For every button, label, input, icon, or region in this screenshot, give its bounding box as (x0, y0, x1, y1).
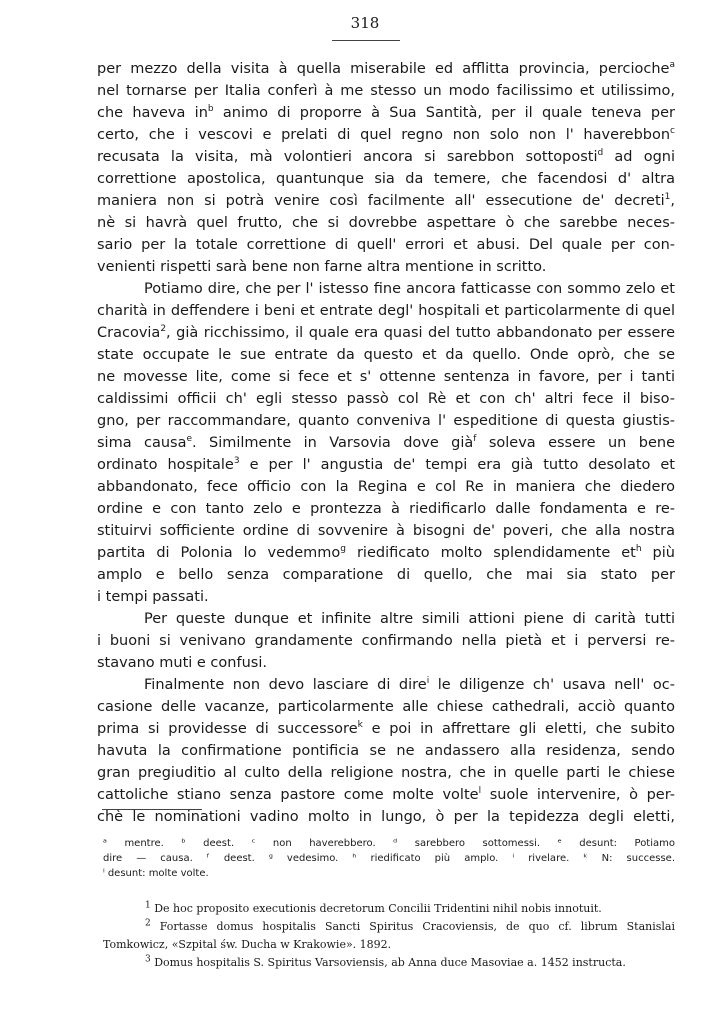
text-line (97, 212, 675, 234)
text-run: amplo e bello senza comparatione di quello, che mai sia stato per (97, 567, 675, 583)
text-line (97, 454, 675, 476)
footnote-marker: e (186, 434, 193, 445)
footnote-marker: 2 (160, 324, 167, 335)
footnote (103, 918, 675, 936)
text-run: Finalmente non devo lasciare di dire (144, 677, 427, 693)
text-line (97, 234, 675, 256)
page-number: 318 (350, 14, 380, 32)
text-line (97, 190, 675, 212)
text-line (97, 498, 675, 520)
text-run: i buoni si venivano grandamente confirmando nella pietà et i perversi re- (97, 633, 675, 649)
variant-line: dire — causa. ᶠ deest. ᵍ vedesimo. ʰ riedificato più amplo. ⁱ rivelare. ᵏ N: successe. (103, 853, 675, 864)
footnote-marker: l (478, 786, 482, 797)
text-line (97, 740, 675, 762)
text-run: gran pregiuditio al culto della religione nostra, che in quelle parti le chiese (97, 765, 675, 781)
footnote-marker: i (426, 676, 430, 687)
text-run: , (670, 193, 675, 209)
text-run: riedificato molto splendidamente et (345, 545, 636, 561)
footnote-number: 1 (145, 900, 151, 911)
text-run: che haveva in (97, 105, 208, 121)
text-run: maniera non si potrà venire così facilmente all' essecutione de' decreti (97, 193, 665, 209)
footnote-marker: b (207, 104, 214, 115)
textual-variants (103, 836, 675, 881)
text-line (97, 784, 675, 806)
text-run: animo di proporre à Sua Santità, per il quale teneva per (213, 105, 675, 121)
text-run: Potiamo dire, che per l' istesso fine ancora fatticasse con sommo zelo et (144, 281, 675, 297)
footnotes (103, 900, 675, 972)
text-run: certo, che i vescovi e prelati di quel regno non solo non l' haverebbon (97, 127, 671, 143)
footnote-separator (102, 809, 202, 810)
footnote-marker: c (670, 126, 675, 137)
footnote-marker: g (340, 544, 346, 555)
text-line (97, 278, 675, 300)
text-run: gno, per raccommandare, quanto conveniva l' espeditione di questa giustis- (97, 413, 675, 429)
text-run: nè si havrà quel frutto, che si dovrebbe aspettare ò che sarebbe neces- (97, 215, 675, 231)
text-line (97, 608, 675, 630)
footnote-number: 3 (145, 954, 151, 965)
text-run: ne movesse lite, come si fece et s' ottenne sentenza in favore, per i tanti (97, 369, 675, 385)
text-run: caldissimi officii ch' egli stesso passò col Rè et con ch' altri fece il biso- (97, 391, 675, 407)
text-run: chè le nominationi vadino molto in lungo, ò per la tepidezza degli eletti, (97, 809, 675, 825)
text-line (97, 564, 675, 586)
text-line (97, 652, 675, 674)
text-run: abbandonato, fece officio con la Regina e col Re in maniera che diedero (97, 479, 675, 495)
text-run: e poi in affrettare gli eletti, che subito (362, 721, 675, 737)
text-run: cattoliche stiano senza pastore come molte volte (97, 787, 479, 803)
footnote (103, 936, 675, 954)
footnote-text: Tomkowicz, «Szpital św. Ducha w Krakowie». 1892. (103, 938, 392, 951)
footnote-marker: f (473, 434, 477, 445)
text-line (97, 366, 675, 388)
text-line (97, 168, 675, 190)
text-run: havuta la confirmatione pontificia se ne andassero alla residenza, sendo (97, 743, 675, 759)
variant-line: ᵃ mentre. ᵇ deest. ᶜ non haverebbero. ᵈ sarebbero sottomessi. ᵉ desunt: Potiamo (103, 838, 675, 849)
text-run: casione delle vacanze, particolarmente alle chiese cathedrali, acciò quanto (97, 699, 675, 715)
text-run: recusata la visita, mà volontieri ancora si sarebbon sottoposti (97, 149, 598, 165)
footnote-number: 2 (145, 918, 151, 929)
text-line (97, 388, 675, 410)
variant-line: ˡ desunt: molte volte. (103, 868, 209, 879)
text-line (97, 762, 675, 784)
text-line (97, 630, 675, 652)
text-line (97, 696, 675, 718)
text-line (97, 322, 675, 344)
text-line (97, 102, 675, 124)
main-text (97, 58, 675, 828)
text-run: i tempi passati. (97, 589, 209, 605)
text-run: sario per la totale correttione di quell' errori et abusi. Del quale per con- (97, 237, 675, 253)
footnote (103, 954, 675, 972)
footnote-marker: 1 (664, 192, 671, 203)
footnote-text: Fortasse domus hospitalis Sancti Spiritus Cracoviensis, de quo cf. librum Stanislai (150, 920, 675, 933)
footnote-marker: a (669, 60, 675, 71)
text-run: stituirvi sofficiente ordine di sovvenire à bisogni de' poveri, che alla nostra (97, 523, 675, 539)
text-line (97, 718, 675, 740)
footnote-marker: k (357, 720, 363, 731)
text-run: più (641, 545, 675, 561)
text-run: ordinato hospitale (97, 457, 234, 473)
text-run: le diligenze ch' usava nell' oc- (429, 677, 675, 693)
footnote-marker: 3 (233, 456, 240, 467)
text-run: charità in deffendere i beni et entrate degl' hospitali et particolarmente di quel (97, 303, 675, 319)
text-run: stavano muti e confusi. (97, 655, 267, 671)
text-run: state occupate le sue entrate da questo et da quello. Onde oprò, che se (97, 347, 675, 363)
text-line (97, 256, 675, 278)
text-line (97, 80, 675, 102)
text-line (97, 344, 675, 366)
footnote (103, 900, 675, 918)
text-line (97, 432, 675, 454)
text-run: ad ogni (603, 149, 675, 165)
text-run: venienti rispetti sarà bene non farne altra mentione in scritto. (97, 259, 547, 275)
text-run: correttione apostolica, quantunque sia da temere, che facendosi d' altra (97, 171, 675, 187)
text-line (97, 520, 675, 542)
footnote-marker: h (635, 544, 642, 555)
text-line (97, 476, 675, 498)
text-line (97, 124, 675, 146)
text-run: e per l' angustia de' tempi era già tutto desolato et (239, 457, 675, 473)
text-run: nel tornarse per Italia conferì à me stesso un modo facilissimo et utilissimo, (97, 83, 675, 99)
text-run: prima si providesse di successore (97, 721, 358, 737)
text-run: Cracovia (97, 325, 161, 341)
text-run: suole intervenire, ò per- (481, 787, 675, 803)
text-run: sima causa (97, 435, 187, 451)
text-run: , già ricchissimo, il quale era quasi del tutto abbandonato per essere (166, 325, 675, 341)
text-line (97, 58, 675, 80)
text-line (97, 674, 675, 696)
text-line (97, 410, 675, 432)
text-run: Per queste dunque et infinite altre simili attioni piene di carità tutti (144, 611, 675, 627)
footnote-marker: d (597, 148, 604, 159)
text-run: per mezzo della visita à quella miserabile ed afflitta provincia, percioche (97, 61, 670, 77)
text-line (97, 542, 675, 564)
footnote-text: Domus hospitalis S. Spiritus Varsoviensis, ab Anna duce Masoviae a. 1452 instructa. (150, 956, 626, 969)
text-line (97, 586, 675, 608)
page-number-underline (332, 40, 400, 41)
text-line (97, 300, 675, 322)
text-run: . Similmente in Varsovia dove già (192, 435, 474, 451)
text-run: soleva essere un bene (476, 435, 675, 451)
text-line (97, 146, 675, 168)
footnote-text: De hoc proposito executionis decretorum Concilii Tridentini nihil nobis innotuit. (150, 902, 602, 915)
text-run: partita di Polonia lo vedemmo (97, 545, 341, 561)
text-run: ordine e con tanto zelo e prontezza à riedificarlo dalle fondamenta e re- (97, 501, 675, 517)
